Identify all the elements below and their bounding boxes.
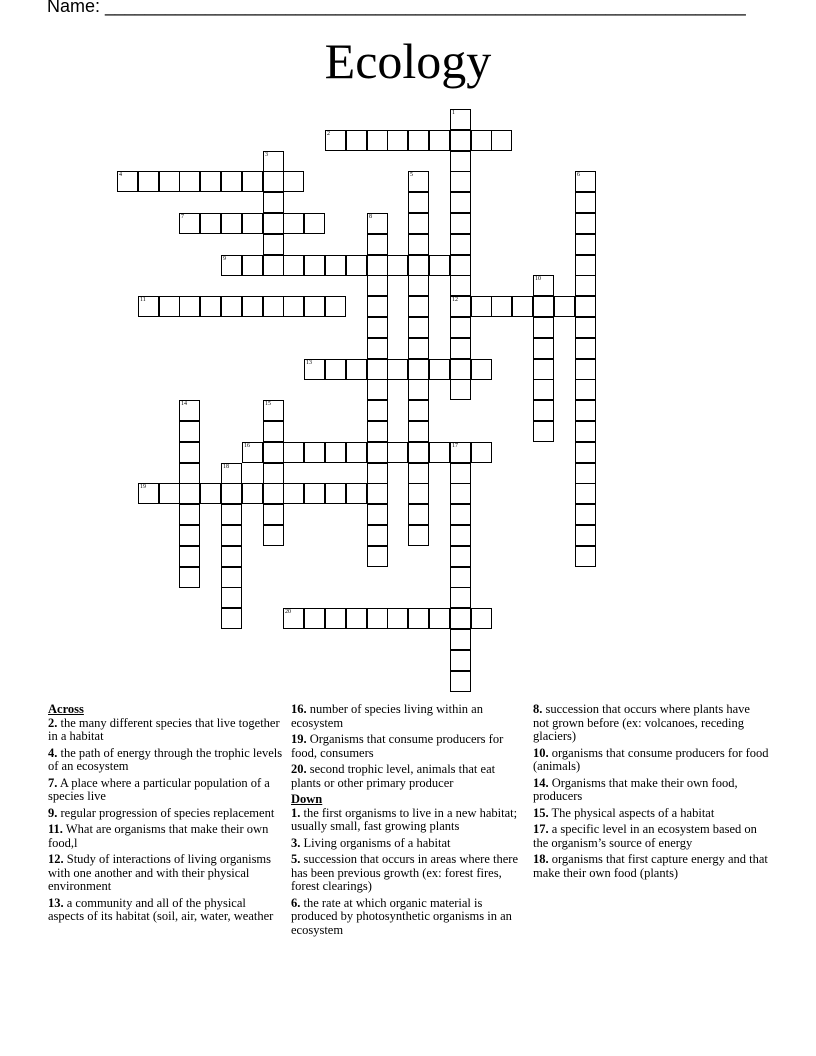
crossword-cell[interactable] (408, 525, 429, 546)
crossword-cell[interactable] (283, 213, 304, 234)
crossword-cell[interactable] (575, 275, 596, 296)
down-heading: Down (291, 792, 323, 806)
clue-number: 11. (48, 822, 63, 836)
crossword-cell[interactable] (221, 567, 242, 588)
crossword-cell[interactable] (179, 504, 200, 525)
clue-number: 10. (533, 745, 549, 760)
clue-number: 12. (48, 852, 64, 866)
name-field-label[interactable]: Name: ________________________________________________________________ (47, 0, 746, 16)
clue-text: the path of energy through the trophic levels of an ecosystem (48, 745, 283, 773)
crossword-cell[interactable] (242, 255, 263, 276)
crossword-cell[interactable] (304, 359, 325, 380)
across-heading: Across (48, 702, 84, 716)
cell-number: 13 (306, 360, 312, 366)
crossword-cell[interactable] (575, 296, 596, 317)
crossword-cell[interactable] (533, 317, 554, 338)
cell-number: 11 (140, 297, 146, 303)
crossword-cell[interactable] (221, 504, 242, 525)
crossword-cell[interactable] (408, 442, 429, 463)
crossword-cell[interactable] (179, 525, 200, 546)
crossword-cell[interactable] (263, 421, 284, 442)
crossword-cell[interactable] (367, 421, 388, 442)
cell-number: 18 (223, 464, 229, 470)
crossword-cell[interactable] (179, 567, 200, 588)
crossword-cell[interactable] (408, 234, 429, 255)
crossword-cell[interactable] (325, 130, 346, 151)
cell-number: 3 (265, 152, 268, 158)
crossword-cell[interactable] (263, 463, 284, 484)
crossword-cell[interactable] (179, 171, 200, 192)
crossword-cell[interactable] (263, 400, 284, 421)
crossword-cell[interactable] (263, 192, 284, 213)
crossword-cell[interactable] (221, 608, 242, 629)
crossword-cell[interactable] (179, 546, 200, 567)
crossword-cell[interactable] (263, 483, 284, 504)
crossword-cell[interactable] (283, 296, 304, 317)
crossword-cell[interactable] (575, 338, 596, 359)
cell-number: 16 (244, 443, 250, 449)
clue-number: 14. (533, 775, 549, 790)
crossword-cell[interactable] (242, 483, 263, 504)
clue-text: a community and all of the physical aspects of its habitat (soil, air, water, weather (48, 895, 274, 923)
clue-text: second trophic level, animals that eat plants or other primary producer (291, 762, 496, 790)
crossword-cell[interactable] (367, 130, 388, 151)
crossword-cell[interactable] (450, 130, 471, 151)
crossword-cell[interactable] (408, 213, 429, 234)
crossword-cell[interactable] (408, 400, 429, 421)
crossword-cell[interactable] (283, 442, 304, 463)
cell-number: 5 (410, 172, 413, 178)
crossword-cell[interactable] (387, 130, 408, 151)
clue (48, 717, 284, 744)
clue-column-1 (48, 703, 284, 927)
crossword-cell[interactable] (283, 608, 304, 629)
crossword-cell[interactable] (450, 359, 471, 380)
clue-text: What are organisms that make their own food,l (48, 822, 269, 850)
crossword-cell[interactable] (575, 379, 596, 400)
clue-number: 17. (533, 822, 549, 836)
page-title: Ecology (324, 33, 492, 89)
crossword-cell[interactable] (575, 317, 596, 338)
crossword-cell[interactable] (325, 483, 346, 504)
crossword-cell[interactable] (575, 192, 596, 213)
clue-text: the first organisms to live in a new habitat; usually small, fast growing plants (291, 805, 518, 833)
crossword-cell[interactable] (242, 296, 263, 317)
crossword-cell[interactable] (138, 296, 159, 317)
crossword-cell[interactable] (450, 525, 471, 546)
clue-number: 4. (48, 745, 58, 760)
crossword-cell[interactable] (367, 359, 388, 380)
crossword-cell[interactable] (325, 255, 346, 276)
crossword-cell[interactable] (491, 130, 512, 151)
clue-text: A place where a particular population of a species live (48, 775, 270, 803)
crossword-cell[interactable] (450, 213, 471, 234)
crossword-cell[interactable] (159, 171, 180, 192)
crossword-cell[interactable] (575, 400, 596, 421)
crossword-cell[interactable] (450, 192, 471, 213)
cell-number: 12 (452, 297, 458, 303)
crossword-cell[interactable] (575, 255, 596, 276)
cell-number: 1 (452, 110, 455, 116)
clue (291, 853, 527, 894)
clue-text: Organisms that make their own food, producers (533, 775, 738, 803)
crossword-cell[interactable] (575, 234, 596, 255)
crossword-cell[interactable] (575, 546, 596, 567)
crossword-cell[interactable] (263, 213, 284, 234)
crossword-cell[interactable] (408, 483, 429, 504)
crossword-cell[interactable] (450, 567, 471, 588)
crossword-cell[interactable] (325, 296, 346, 317)
crossword-cell[interactable] (367, 234, 388, 255)
crossword-cell[interactable] (575, 359, 596, 380)
crossword-cell[interactable] (367, 338, 388, 359)
cell-number: 9 (223, 256, 226, 262)
clue (533, 807, 769, 821)
crossword-cell[interactable] (450, 629, 471, 650)
crossword-cell[interactable] (367, 275, 388, 296)
crossword-cell[interactable] (367, 296, 388, 317)
crossword-cell[interactable] (533, 275, 554, 296)
crossword-cell[interactable] (429, 359, 450, 380)
crossword-cell[interactable] (450, 379, 471, 400)
crossword-cell[interactable] (471, 296, 492, 317)
crossword-cell[interactable] (367, 255, 388, 276)
cell-number: 2 (327, 131, 330, 137)
across-clue-list (48, 717, 284, 924)
clue-number: 15. (533, 805, 549, 820)
clue (48, 897, 284, 924)
crossword-cell[interactable] (450, 151, 471, 172)
crossword-cell[interactable] (242, 213, 263, 234)
crossword-cell[interactable] (200, 171, 221, 192)
crossword-cell[interactable] (304, 483, 325, 504)
clue-number: 2. (48, 715, 58, 730)
crossword-cell[interactable] (408, 255, 429, 276)
crossword-cell[interactable] (408, 359, 429, 380)
crossword-cell[interactable] (450, 234, 471, 255)
crossword-cell[interactable] (429, 130, 450, 151)
crossword-cell[interactable] (263, 296, 284, 317)
clue-number: 13. (48, 895, 64, 910)
clue (291, 837, 527, 851)
crossword-cell[interactable] (408, 338, 429, 359)
crossword-cell[interactable] (221, 587, 242, 608)
clue-number: 8. (533, 702, 543, 716)
crossword-cell[interactable] (346, 130, 367, 151)
crossword-cell[interactable] (221, 483, 242, 504)
cell-number: 20 (285, 609, 291, 615)
crossword-cell[interactable] (221, 546, 242, 567)
crossword-cell[interactable] (575, 463, 596, 484)
crossword-cell[interactable] (221, 171, 242, 192)
crossword-cell[interactable] (471, 608, 492, 629)
crossword-cell[interactable] (283, 171, 304, 192)
crossword-cell[interactable] (367, 317, 388, 338)
cell-number: 17 (452, 443, 458, 449)
crossword-cell[interactable] (533, 359, 554, 380)
crossword-cell[interactable] (263, 255, 284, 276)
crossword-cell[interactable] (325, 359, 346, 380)
crossword-cell[interactable] (512, 296, 533, 317)
crossword-cell[interactable] (575, 504, 596, 525)
clue (291, 807, 527, 834)
crossword-cell[interactable] (138, 483, 159, 504)
crossword-cell[interactable] (429, 608, 450, 629)
clue-number: 3. (291, 835, 301, 850)
clue-number: 16. (291, 702, 307, 716)
clue-number: 1. (291, 805, 301, 820)
crossword-cell[interactable] (242, 171, 263, 192)
crossword-cell[interactable] (471, 130, 492, 151)
down-clue-list-continued (533, 703, 769, 880)
crossword-cell[interactable] (408, 608, 429, 629)
crossword-cell[interactable] (575, 525, 596, 546)
crossword-cell[interactable] (450, 504, 471, 525)
crossword-cell[interactable] (408, 275, 429, 296)
cell-number: 14 (181, 401, 187, 407)
crossword-cell[interactable] (533, 400, 554, 421)
crossword-cell[interactable] (325, 608, 346, 629)
crossword-cell[interactable] (346, 483, 367, 504)
cell-number: 7 (181, 214, 184, 220)
crossword-cell[interactable] (159, 296, 180, 317)
clue-column-3 (533, 703, 769, 883)
crossword-cell[interactable] (533, 338, 554, 359)
crossword-cell[interactable] (471, 442, 492, 463)
crossword-cell[interactable] (200, 213, 221, 234)
cell-number: 19 (140, 484, 146, 490)
clue-text: organisms that consume producers for food (animals) (533, 745, 769, 773)
crossword-cell[interactable] (471, 359, 492, 380)
crossword-cell[interactable] (408, 171, 429, 192)
clue-number: 9. (48, 805, 58, 820)
clue (48, 747, 284, 774)
clue (48, 853, 284, 894)
crossword-cell[interactable] (575, 171, 596, 192)
clue-text: organisms that first capture energy and that make their own food (plants) (533, 852, 768, 880)
clue (48, 777, 284, 804)
crossword-cell[interactable] (346, 608, 367, 629)
crossword-cell[interactable] (450, 338, 471, 359)
crossword-cell[interactable] (179, 296, 200, 317)
crossword-cell[interactable] (367, 379, 388, 400)
crossword-cell[interactable] (429, 442, 450, 463)
clue (48, 807, 284, 821)
clue-text: Organisms that consume producers for food, consumers (291, 732, 504, 760)
crossword-cell[interactable] (367, 483, 388, 504)
crossword-cell[interactable] (429, 255, 450, 276)
crossword-cell[interactable] (554, 296, 575, 317)
crossword-cell[interactable] (408, 421, 429, 442)
crossword-cell[interactable] (367, 504, 388, 525)
crossword-cell[interactable] (367, 608, 388, 629)
crossword-cell[interactable] (221, 525, 242, 546)
crossword-cell[interactable] (179, 400, 200, 421)
crossword-cell[interactable] (408, 317, 429, 338)
crossword-cell[interactable] (450, 671, 471, 692)
crossword-cell[interactable] (575, 442, 596, 463)
clue-number: 18. (533, 852, 549, 866)
crossword-cell[interactable] (263, 234, 284, 255)
clue-text: The physical aspects of a habitat (551, 805, 715, 820)
crossword-cell[interactable] (450, 275, 471, 296)
crossword-cell[interactable] (367, 442, 388, 463)
crossword-cell[interactable] (283, 255, 304, 276)
crossword-cell[interactable] (179, 442, 200, 463)
crossword-cell[interactable] (263, 525, 284, 546)
crossword-cell[interactable] (367, 546, 388, 567)
crossword-cell[interactable] (450, 546, 471, 567)
clue-number: 19. (291, 732, 307, 746)
clue-number: 20. (291, 762, 307, 776)
crossword-cell[interactable] (242, 442, 263, 463)
crossword-cell[interactable] (263, 151, 284, 172)
clue (533, 823, 769, 850)
crossword-cell[interactable] (450, 109, 471, 130)
crossword-cell[interactable] (408, 463, 429, 484)
crossword-cell[interactable] (221, 213, 242, 234)
crossword-cell[interactable] (263, 442, 284, 463)
clue-text: number of species living within an ecosystem (291, 702, 483, 730)
crossword-cell[interactable] (117, 171, 138, 192)
crossword-cell[interactable] (304, 296, 325, 317)
crossword-cell[interactable] (304, 213, 325, 234)
crossword-cell[interactable] (367, 400, 388, 421)
crossword-cell[interactable] (533, 379, 554, 400)
crossword-cell[interactable] (221, 296, 242, 317)
clue-number: 5. (291, 852, 301, 866)
crossword-cell[interactable] (533, 421, 554, 442)
crossword-cell[interactable] (221, 463, 242, 484)
clue (48, 823, 284, 850)
crossword-cell[interactable] (575, 483, 596, 504)
crossword-cell[interactable] (304, 442, 325, 463)
clue (533, 853, 769, 880)
cell-number: 10 (535, 276, 541, 282)
crossword-cell[interactable] (575, 421, 596, 442)
clue-column-2 (291, 703, 527, 940)
crossword-cell[interactable] (408, 192, 429, 213)
crossword-cell[interactable] (450, 587, 471, 608)
crossword-cell[interactable] (450, 463, 471, 484)
clue-text: a specific level in an ecosystem based on the organism’s source of energy (533, 822, 757, 850)
clue (291, 703, 527, 730)
cell-number: 6 (577, 172, 580, 178)
crossword-cell[interactable] (367, 463, 388, 484)
crossword-cell[interactable] (325, 442, 346, 463)
crossword-cell[interactable] (387, 442, 408, 463)
crossword-cell[interactable] (263, 504, 284, 525)
clue (533, 703, 769, 744)
clue-text: the many different species that live together in a habitat (48, 715, 280, 743)
crossword-cell[interactable] (450, 296, 471, 317)
clue-text: Study of interactions of living organisms with one another and with their physical environment (48, 852, 272, 893)
crossword-cell[interactable] (450, 483, 471, 504)
crossword-cell[interactable] (450, 608, 471, 629)
crossword-cell[interactable] (450, 255, 471, 276)
crossword-cell[interactable] (387, 255, 408, 276)
crossword-cell[interactable] (408, 379, 429, 400)
crossword-cell[interactable] (346, 359, 367, 380)
crossword-cell[interactable] (408, 130, 429, 151)
crossword-cell[interactable] (575, 213, 596, 234)
clue (533, 777, 769, 804)
clue (291, 733, 527, 760)
crossword-cell[interactable] (408, 504, 429, 525)
crossword-cell[interactable] (491, 296, 512, 317)
crossword-cell[interactable] (533, 296, 554, 317)
cell-number: 8 (369, 214, 372, 220)
crossword-cell[interactable] (179, 483, 200, 504)
crossword-cell[interactable] (450, 317, 471, 338)
crossword-cell[interactable] (408, 296, 429, 317)
clue-text: succession that occurs in areas where there has been previous growth (ex: forest fires, forest clearings) (291, 852, 518, 893)
crossword-cell[interactable] (304, 255, 325, 276)
clue-number: 7. (48, 775, 58, 790)
down-clue-list (291, 807, 527, 938)
clue (291, 763, 527, 790)
clue (291, 897, 527, 938)
crossword-cell[interactable] (367, 213, 388, 234)
crossword-cell[interactable] (367, 525, 388, 546)
clue-number: 6. (291, 895, 301, 910)
crossword-cell[interactable] (200, 296, 221, 317)
crossword-cell[interactable] (387, 608, 408, 629)
crossword-cell[interactable] (200, 483, 221, 504)
crossword-cell[interactable] (221, 255, 242, 276)
crossword-cell[interactable] (283, 483, 304, 504)
crossword-cell[interactable] (179, 213, 200, 234)
clue-text: Living organisms of a habitat (303, 835, 451, 850)
crossword-cell[interactable] (179, 421, 200, 442)
clue-text: the rate at which organic material is produced by photosynthetic organisms in an ecosystem (291, 895, 512, 937)
clue-text: succession that occurs where plants have not grown before (ex: volcanoes, receding glaciers) (533, 702, 750, 743)
crossword-cell[interactable] (450, 650, 471, 671)
across-clue-list-continued (291, 703, 527, 790)
clue-text: regular progression of species replacement (60, 805, 275, 820)
crossword-cell[interactable] (450, 171, 471, 192)
cell-number: 4 (119, 172, 122, 178)
crossword-cell[interactable] (346, 442, 367, 463)
cell-number: 15 (265, 401, 271, 407)
crossword-cell[interactable] (450, 442, 471, 463)
clue (533, 747, 769, 774)
crossword-cell[interactable] (387, 359, 408, 380)
crossword-cell[interactable] (263, 171, 284, 192)
crossword-cell[interactable] (179, 463, 200, 484)
crossword-cell[interactable] (346, 255, 367, 276)
crossword-cell[interactable] (138, 171, 159, 192)
crossword-cell[interactable] (304, 608, 325, 629)
crossword-cell[interactable] (159, 483, 180, 504)
